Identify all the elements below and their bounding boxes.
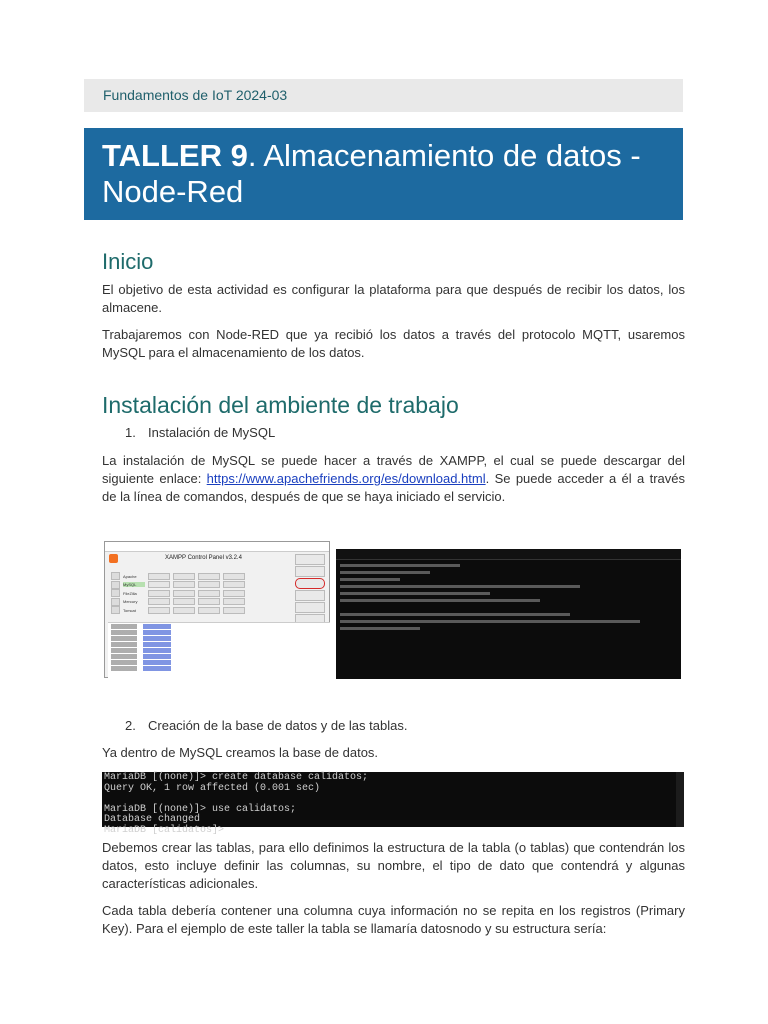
xampp-log-panel: [108, 622, 330, 678]
list-text-2: Creación de la base de datos y de las tablas.: [148, 718, 408, 733]
module-row: MySQL: [111, 581, 293, 590]
xampp-titlebar: [105, 542, 329, 552]
paragraph-text-after: . Se puede acceder a él a través de la línea de comandos, después de que se haya iniciado el servicio.: [102, 471, 685, 504]
paragraph-text-before: La instalación de MySQL se puede hacer a través de XAMPP, el cual se puede descargar del siguiente enlace:: [102, 453, 685, 486]
title-bold: TALLER 9: [102, 138, 248, 173]
module-row: FileZilla: [111, 589, 293, 598]
paragraph-instalacion-4: Cada tabla debería contener una columna cuya información no se repita en los registros (Primary Key). Para el ejemplo de este taller la tabla se llamaría datosnodo y su estructura sería:: [102, 903, 685, 936]
list-number-2: 2.: [125, 718, 136, 733]
xampp-screenshot: [104, 541, 330, 678]
console-titlebar: [336, 549, 681, 560]
list-item-2: [125, 718, 407, 733]
course-header: [84, 79, 683, 112]
list-number-1: 1.: [125, 425, 136, 440]
paragraph-instalacion-1: [102, 452, 685, 506]
download-link[interactable]: https://www.apachefriends.org/es/download.html: [206, 471, 486, 486]
xampp-heading: XAMPP Control Panel v3.2.4: [165, 555, 242, 561]
list-item-1: [125, 425, 275, 440]
title-rest: . Almacenamiento de datos - Node-Red: [102, 138, 641, 209]
page-title: [84, 128, 683, 220]
module-row: Tomcat: [111, 606, 293, 615]
module-row: Mercury: [111, 598, 293, 607]
sql-terminal: [102, 772, 684, 836]
course-name: Fundamentos de IoT 2024-03: [103, 87, 288, 103]
paragraph-instalacion-3: Debemos crear las tablas, para ello definimos la estructura de la tabla (o tablas) que contendrán los datos, esto incluye definir las columnas, su nombre, el tipo de dato que contendrá y algunas características adicionales.: [102, 840, 685, 891]
paragraph-inicio-1: El objetivo de esta actividad es configurar la plataforma para que después de recibir los datos, los almacene.: [102, 282, 685, 315]
terminal-scrollbar[interactable]: [676, 772, 684, 827]
heading-inicio: Inicio: [102, 249, 154, 274]
console-screenshot: [336, 549, 681, 679]
module-row: Apache: [111, 572, 293, 581]
paragraph-instalacion-2: Ya dentro de MySQL creamos la base de datos.: [102, 745, 379, 760]
heading-instalacion: Instalación del ambiente de trabajo: [102, 392, 459, 418]
xampp-logo-icon: [109, 554, 118, 563]
paragraph-inicio-2: Trabajaremos con Node-RED que ya recibió los datos a través del protocolo MQTT, usaremos MySQL para el almacenamiento de los datos.: [102, 327, 685, 360]
xampp-module-rows: [111, 572, 293, 615]
terminal-text: MariaDB [(none)]> create database calidatos; Query OK, 1 row affected (0.001 sec) MariaDB [(none)]> use calidatos; Database changed MariaDB [calidatos]>: [104, 772, 369, 836]
list-text-1: Instalación de MySQL: [148, 425, 276, 440]
